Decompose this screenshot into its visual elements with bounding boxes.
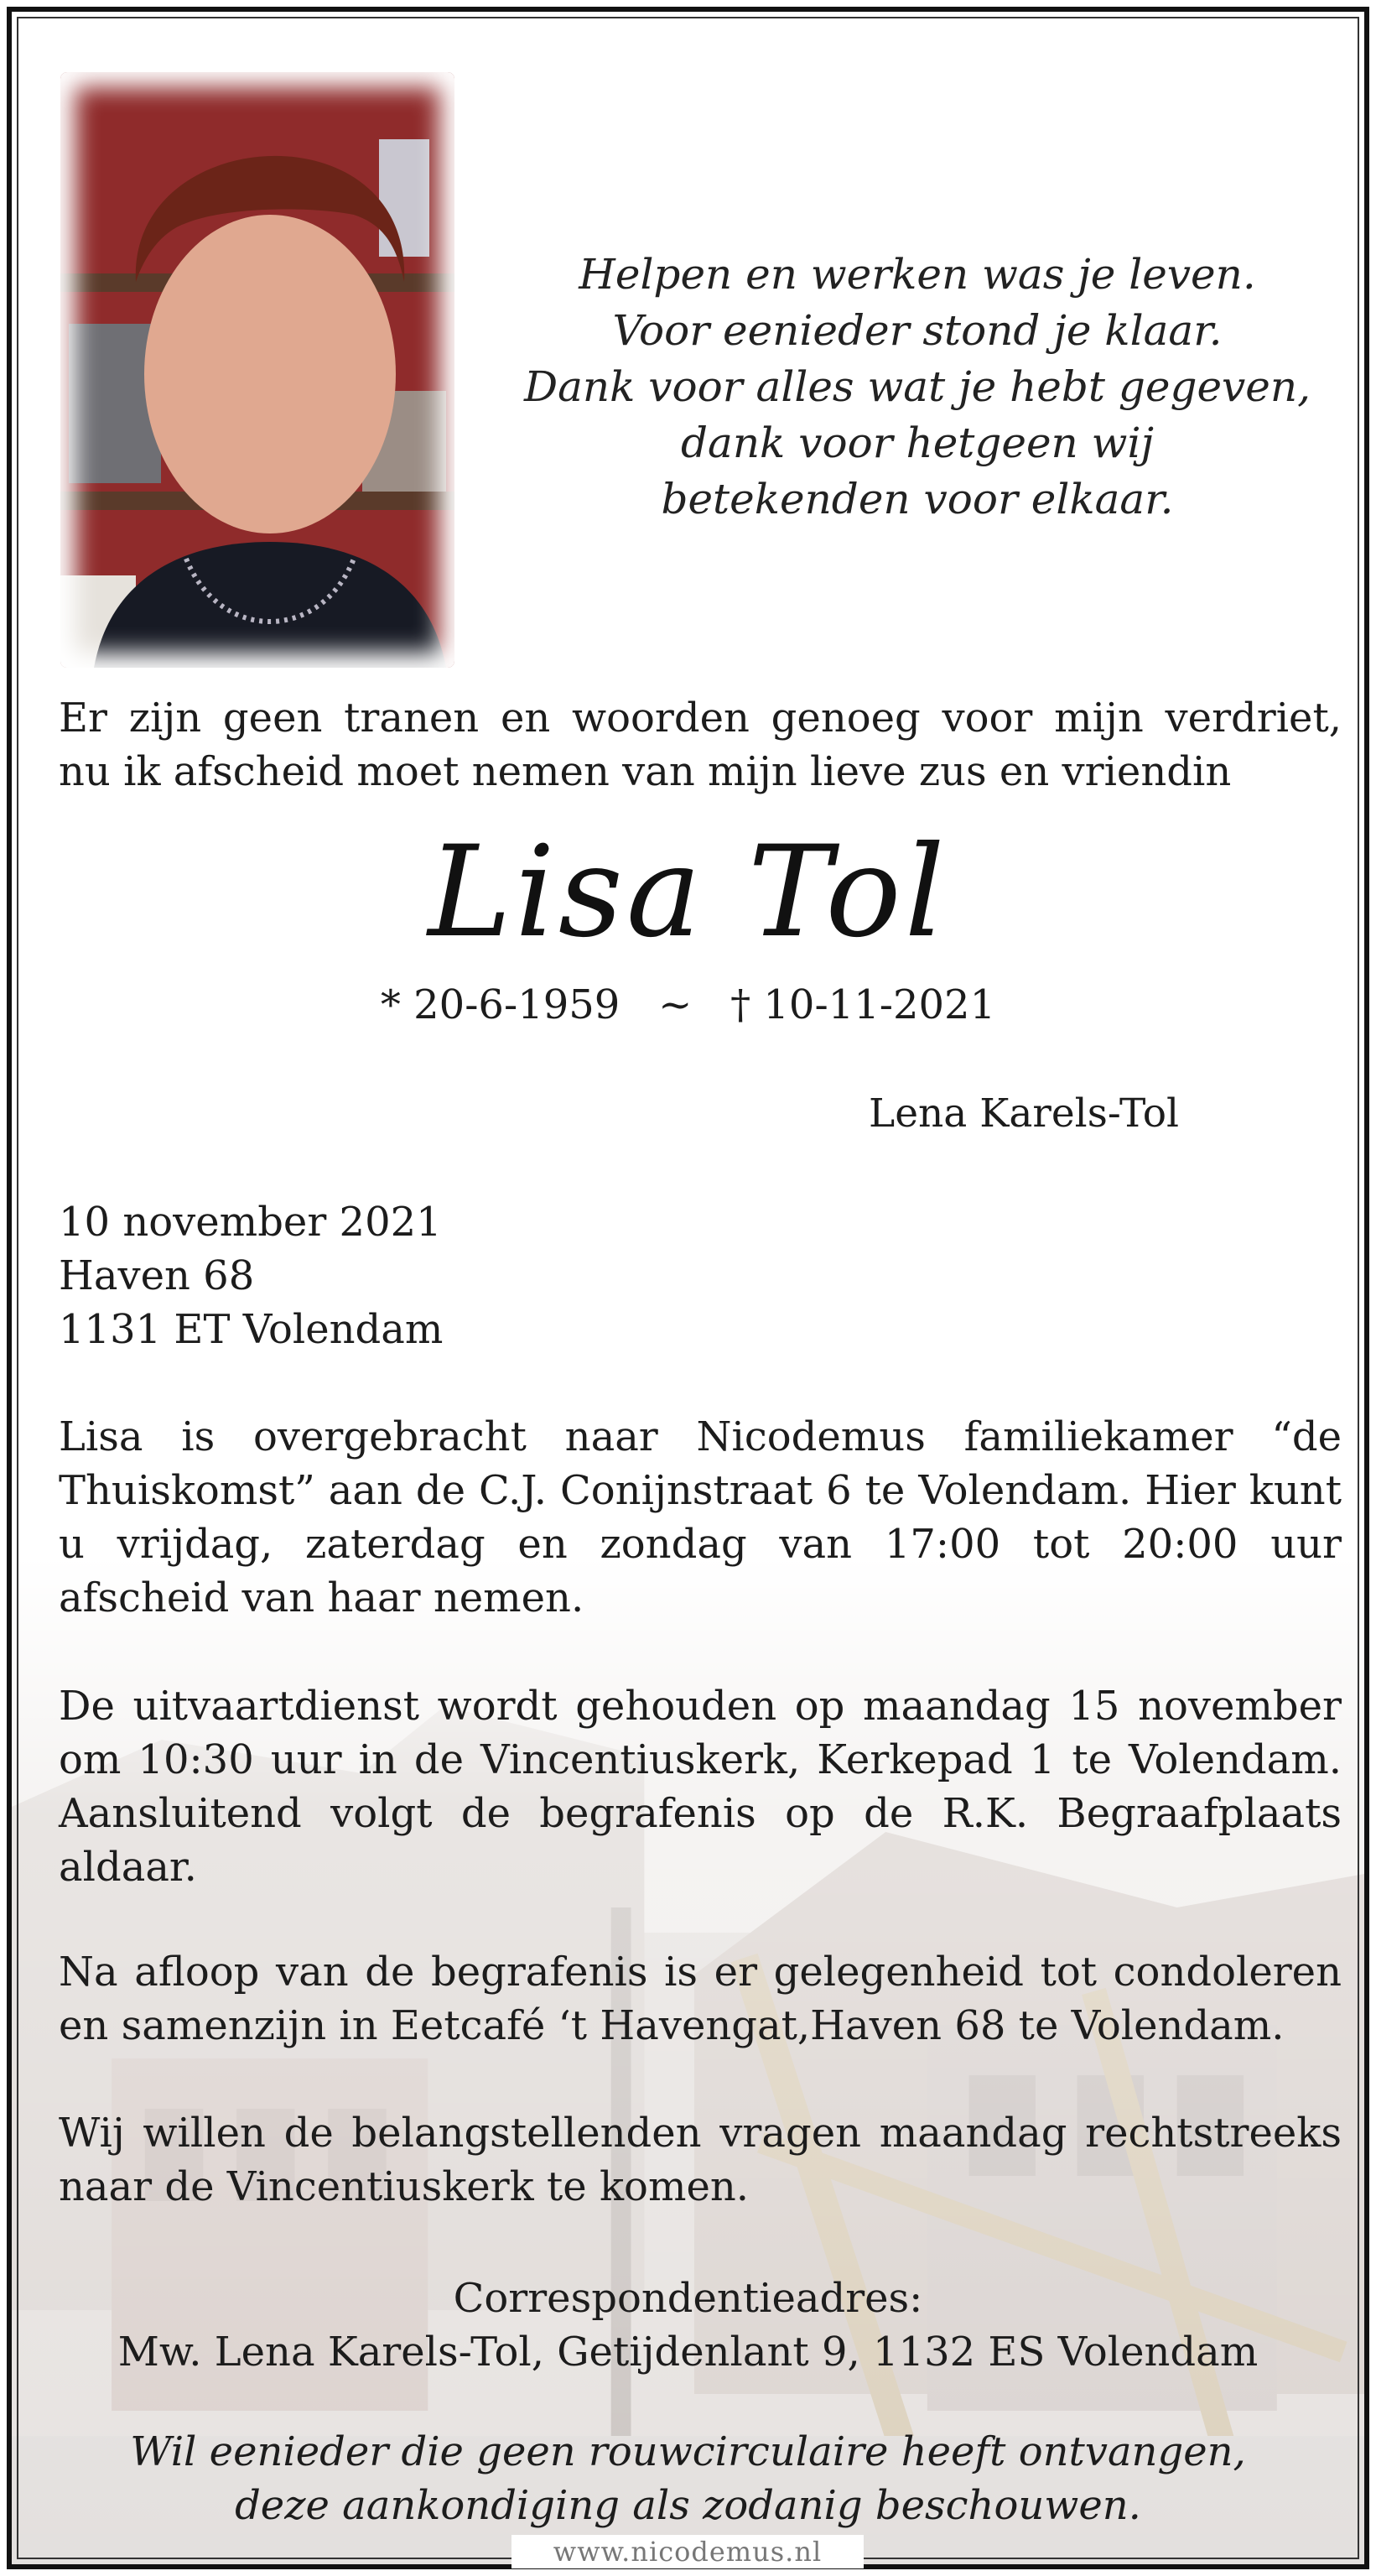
closing-note — [12, 2425, 1364, 2532]
poem-line: Helpen en werken was je leven. — [579, 250, 1256, 299]
announcement-frame — [7, 7, 1369, 2569]
poem-line: Dank voor alles wat je hebt gegeven, — [524, 362, 1311, 411]
address-city: 1131 ET Volendam — [59, 1306, 444, 1353]
intro-line-1: Er zijn geen tranen en woorden genoeg voor mijn verdriet, — [59, 695, 1342, 742]
paragraph-service: De uitvaartdienst wordt gehouden op maandag 15 november om 10:30 uur in de Vincentiuskerk, Kerkepad 1 te Volendam. Aansluitend volgt de begrafenis op de R.K. Begraafplaats aldaar. — [59, 1683, 1342, 1891]
intro-line-2: nu ik afscheid moet nemen van mijn lieve zus en vriendin — [59, 748, 1232, 795]
paragraph-condolences: Na afloop van de begrafenis is er gelegenheid tot condoleren en samenzijn in Eetcafé ‘t Havengat,Haven 68 te Volendam. — [59, 1949, 1342, 2049]
address-street: Haven 68 — [59, 1252, 255, 1299]
life-dates: * 20-6-1959 ~ † 10-11-2021 — [380, 981, 996, 1028]
poem-line: betekenden voor elkaar. — [661, 475, 1174, 523]
correspondence-label: Correspondentieadres: — [453, 2275, 923, 2322]
closing-line-2: deze aankondiging als zodanig beschouwen. — [235, 2482, 1141, 2529]
deceased-name: Lisa Tol — [428, 820, 948, 965]
correspondence-address: Mw. Lena Karels-Tol, Getijdenlant 9, 1132 ES Volendam — [117, 2329, 1259, 2376]
poem-line: Voor eenieder stond je klaar. — [612, 306, 1223, 355]
announcement-date: 10 november 2021 — [59, 1199, 442, 1246]
poem — [481, 247, 1353, 528]
closing-line-1: Wil eenieder die geen rouwcirculaire heeft ontvangen, — [130, 2428, 1246, 2475]
address-block — [59, 1195, 443, 1356]
poem-line: dank voor hetgeen wij — [681, 419, 1154, 467]
correspondence-block — [12, 2272, 1364, 2379]
signer-name: Lena Karels-Tol — [869, 1090, 1180, 1137]
website-link[interactable]: www.nicodemus.nl — [511, 2535, 864, 2568]
paragraph-viewing: Lisa is overgebracht naar Nicodemus familiekamer “de Thuiskomst” aan de C.J. Conijnstraat 6 te Volendam. Hier kunt u vrijdag, zaterdag en zondag van 17:00 tot 20:00 uur afscheid van haar nemen. — [59, 1413, 1342, 1621]
intro-text — [59, 691, 1342, 799]
paragraph-request: Wij willen de belangstellenden vragen maandag rechtstreeks naar de Vincentiuskerk te komen. — [59, 2110, 1342, 2210]
portrait-photo — [60, 72, 454, 668]
